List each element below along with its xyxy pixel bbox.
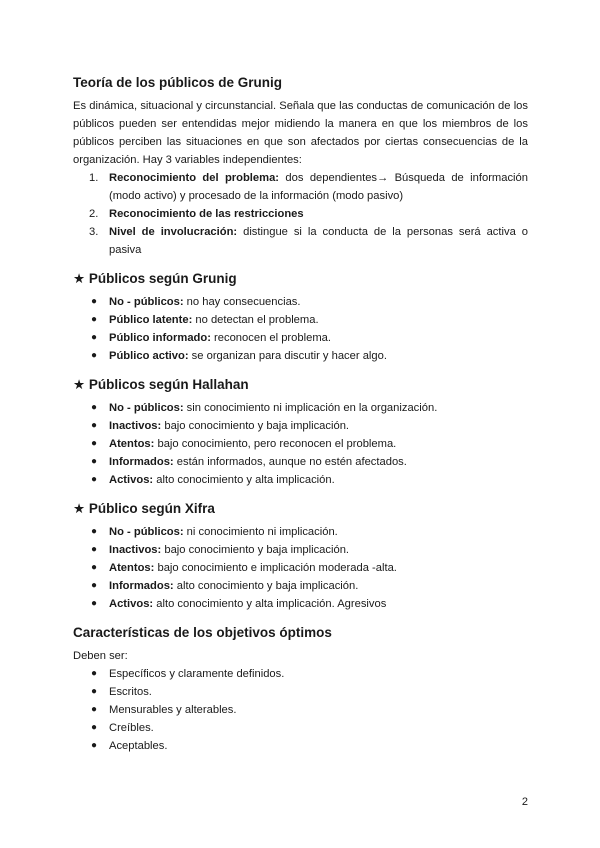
list-item <box>73 435 528 453</box>
bullet-icon: ● <box>91 332 98 343</box>
bullet-list <box>73 523 528 613</box>
item-term: No - públicos: <box>109 402 184 414</box>
section-paragraph: Es dinámica, situacional y circunstancial. Señala que las conductas de comunicación de los públicos pueden ser entendidas mejor midiendo la manera en que los miembros de los públicos perciben las situaciones en que son afectados por ciertas consecuencias de la organización. Hay 3 variables independientes: <box>73 100 528 166</box>
section-publicos-grunig <box>73 270 528 365</box>
item-term: Público activo: <box>109 350 189 362</box>
bullet-icon: ● <box>91 296 98 307</box>
item-term: Inactivos: <box>109 420 162 432</box>
item-desc: están informados, aunque no estén afectados. <box>173 456 407 468</box>
item-text: Creíbles. <box>109 722 154 734</box>
list-item <box>73 417 528 435</box>
page-number: 2 <box>521 796 528 808</box>
section-title: Características de los objetivos óptimos <box>73 625 332 640</box>
list-item <box>73 399 528 417</box>
bullet-list <box>73 665 528 755</box>
item-desc: no hay consecuencias. <box>183 296 301 308</box>
list-item <box>73 453 528 471</box>
item-desc: alto conocimiento y baja implicación. <box>173 580 359 592</box>
item-term: Atentos: <box>109 438 155 450</box>
section-title: ★ Público según Xifra <box>73 501 215 516</box>
item-term: Público latente: <box>109 314 193 326</box>
list-number: 2. <box>89 208 99 220</box>
section-title: ★ Públicos según Hallahan <box>73 377 249 392</box>
section-grunig-theory <box>73 74 528 259</box>
item-term: Activos: <box>109 598 154 610</box>
item-desc: bajo conocimiento y baja implicación. <box>161 420 350 432</box>
item-term: Nivel de involucración: <box>109 226 238 238</box>
section-title: ★ Públicos según Grunig <box>73 271 237 286</box>
bullet-icon: ● <box>91 402 98 413</box>
item-desc: bajo conocimiento e implicación moderada -alta. <box>154 562 397 574</box>
list-item <box>73 541 528 559</box>
bullet-icon: ● <box>91 704 98 715</box>
item-desc: sin conocimiento ni implicación en la organización. <box>183 402 438 414</box>
list-number: 3. <box>89 226 99 238</box>
bullet-icon: ● <box>91 544 98 555</box>
section-intro: Deben ser: <box>73 650 128 662</box>
list-item <box>73 205 528 223</box>
bullet-icon: ● <box>91 526 98 537</box>
item-term: Informados: <box>109 580 174 592</box>
section-title: Teoría de los públicos de Grunig <box>73 75 283 90</box>
document-page <box>73 74 528 755</box>
list-item <box>73 223 528 259</box>
bullet-icon: ● <box>91 420 98 431</box>
list-number: 1. <box>89 172 99 184</box>
list-item <box>73 471 528 489</box>
bullet-list <box>73 399 528 489</box>
bullet-icon: ● <box>91 438 98 449</box>
list-item <box>73 719 528 737</box>
section-publicos-hallahan <box>73 376 528 489</box>
section-objetivos <box>73 624 528 755</box>
item-desc: ni conocimiento ni implicación. <box>183 526 338 538</box>
list-item <box>73 347 528 365</box>
item-term: Reconocimiento de las restricciones <box>109 208 304 220</box>
item-term: Público informado: <box>109 332 211 344</box>
bullet-icon: ● <box>91 314 98 325</box>
list-item <box>73 311 528 329</box>
item-desc: se organizan para discutir y hacer algo. <box>188 350 387 362</box>
list-item <box>73 169 528 205</box>
list-item <box>73 665 528 683</box>
bullet-list <box>73 293 528 365</box>
item-desc: distingue si la conducta de la personas será activa o pasiva <box>109 226 528 256</box>
list-item <box>73 523 528 541</box>
list-item <box>73 329 528 347</box>
list-item <box>73 701 528 719</box>
bullet-icon: ● <box>91 740 98 751</box>
item-text: Mensurables y alterables. <box>109 704 237 716</box>
list-item <box>73 683 528 701</box>
list-item <box>73 559 528 577</box>
item-term: Informados: <box>109 456 174 468</box>
bullet-icon: ● <box>91 456 98 467</box>
bullet-icon: ● <box>91 722 98 733</box>
list-item <box>73 595 528 613</box>
item-desc: bajo conocimiento y baja implicación. <box>161 544 350 556</box>
bullet-icon: ● <box>91 562 98 573</box>
section-publico-xifra <box>73 500 528 613</box>
bullet-icon: ● <box>91 350 98 361</box>
item-term: Inactivos: <box>109 544 162 556</box>
list-item <box>73 737 528 755</box>
item-desc: alto conocimiento y alta implicación. <box>153 474 335 486</box>
bullet-icon: ● <box>91 474 98 485</box>
item-desc: alto conocimiento y alta implicación. Agresivos <box>153 598 387 610</box>
item-text: Específicos y claramente definidos. <box>109 668 285 680</box>
item-desc: dos dependientes→ Búsqueda de información (modo activo) y procesado de la información (modo pasivo) <box>109 172 528 202</box>
item-term: No - públicos: <box>109 296 184 308</box>
item-desc: reconocen el problema. <box>210 332 331 344</box>
bullet-icon: ● <box>91 598 98 609</box>
variables-list <box>73 169 528 259</box>
bullet-icon: ● <box>91 668 98 679</box>
bullet-icon: ● <box>91 686 98 697</box>
item-term: Atentos: <box>109 562 155 574</box>
list-item <box>73 293 528 311</box>
list-item <box>73 577 528 595</box>
item-term: Reconocimiento del problema: <box>109 172 280 184</box>
item-text: Escritos. <box>109 686 152 698</box>
item-term: Activos: <box>109 474 154 486</box>
bullet-icon: ● <box>91 580 98 591</box>
item-desc: bajo conocimiento, pero reconocen el problema. <box>154 438 397 450</box>
item-desc: no detectan el problema. <box>192 314 319 326</box>
item-term: No - públicos: <box>109 526 184 538</box>
item-text: Aceptables. <box>109 740 168 752</box>
